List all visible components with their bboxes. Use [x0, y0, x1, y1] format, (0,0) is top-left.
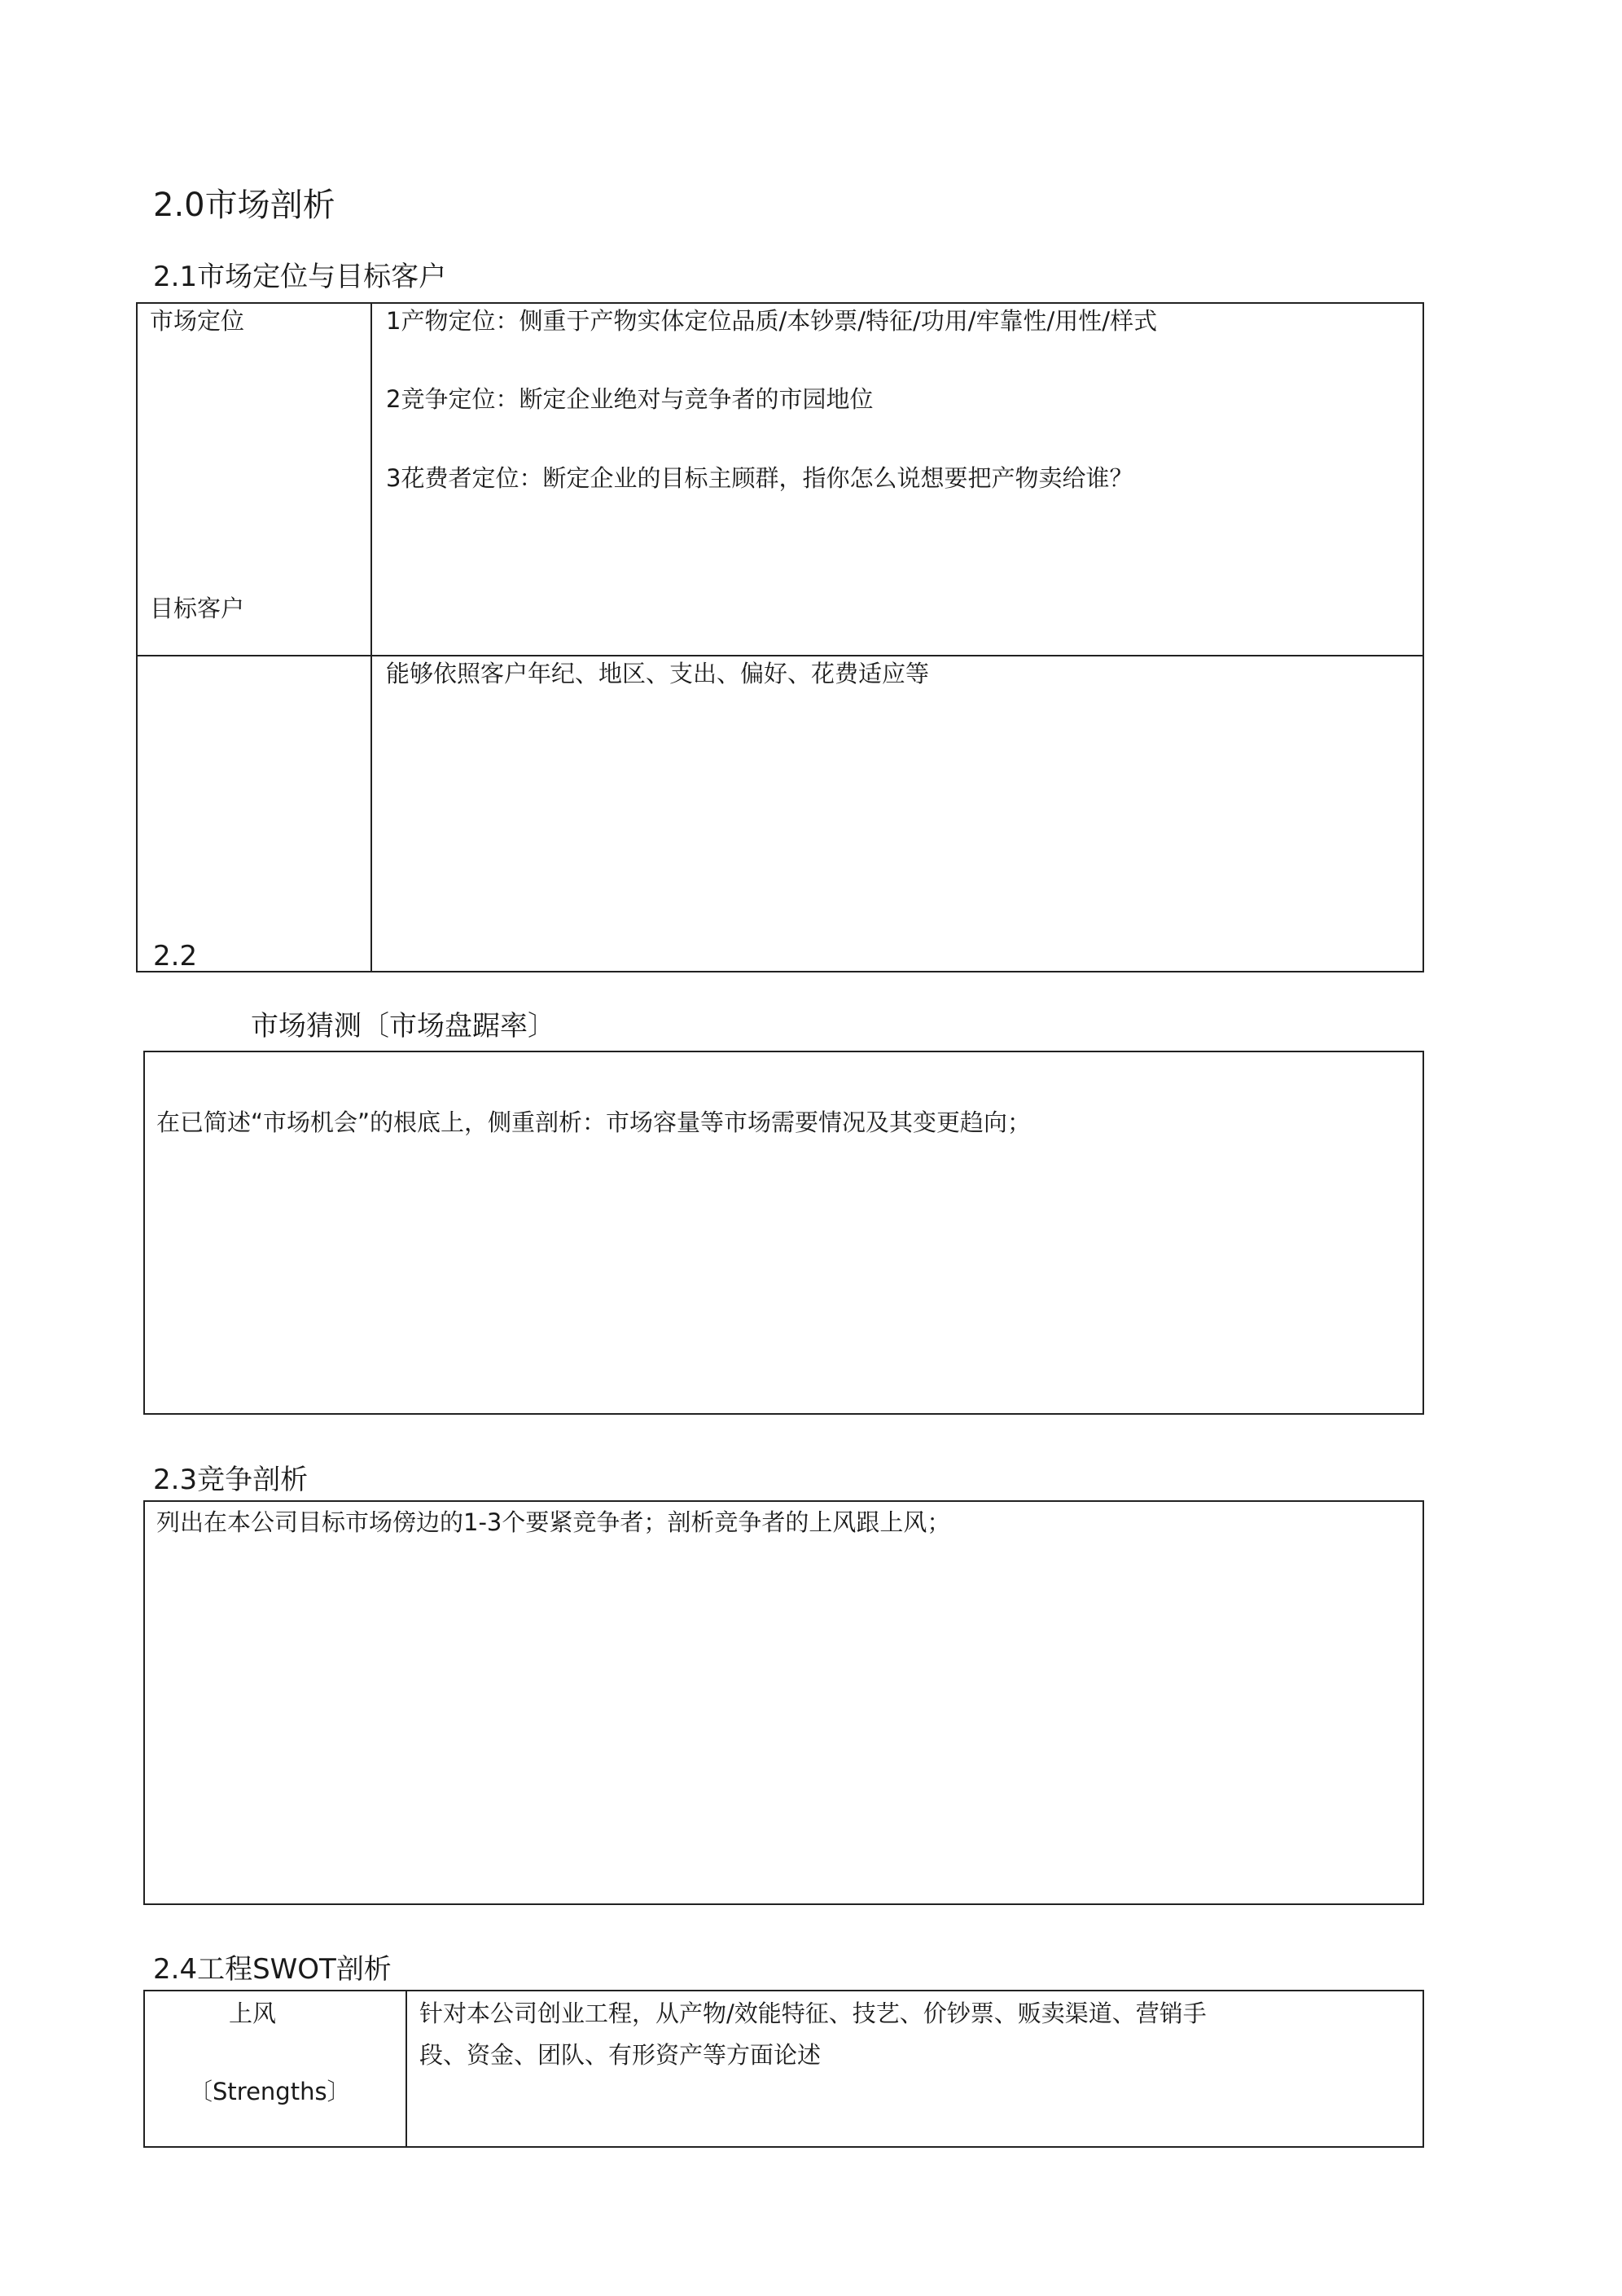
swot-column-divider: [406, 1990, 407, 2148]
competitive-positioning-text: 2竞争定位：断定企业绝对与竞争者的市园地位: [386, 385, 874, 413]
label-market-positioning: 市场定位: [150, 307, 245, 335]
market-forecast-text: 在已简述“市场机会”的根底上，侧重剖析：市场容量等市场需要情况及其变更趋向；: [156, 1108, 1032, 1136]
label-target-customer: 目标客户: [150, 595, 245, 622]
competition-text: 列出在本公司目标市场傍边的1-3个要紧竞争者；剖析竞争者的上风跟上风；: [156, 1508, 951, 1536]
target-customer-text: 能够依照客户年纪、地区、支出、偏好、花费适应等: [386, 660, 930, 687]
table-column-divider: [370, 302, 372, 972]
competition-box: [143, 1500, 1424, 1905]
strengths-text-line1: 针对本公司创业工程，从产物/效能特征、技艺、价钞票、贩卖渠道、营销手: [419, 2000, 1207, 2027]
strengths-label-en: 〔Strengths〕: [189, 2078, 351, 2105]
section-2-4-title: 2.4工程SWOT剖析: [153, 1953, 392, 1986]
section-2-1-title: 2.1市场定位与目标客户: [153, 261, 447, 293]
strengths-text-line2: 段、资金、团队、有形资产等方面论述: [419, 2041, 822, 2069]
section-2-3-title: 2.3竞争剖析: [153, 1464, 309, 1496]
section-2-2-title: 市场猜测〔市场盘踞率〕: [251, 1010, 555, 1043]
product-positioning-text: 1产物定位：侧重于产物实体定位品质/本钞票/特征/功用/牢靠性/用性/样式: [386, 307, 1158, 335]
strengths-label: 上风: [229, 2000, 277, 2027]
section-2-2-number: 2.2: [153, 940, 198, 972]
section-2-0-title: 2.0市场剖析: [153, 187, 335, 224]
consumer-positioning-text: 3花费者定位：断定企业的目标主顾群，指你怎么说想要把产物卖给谁？: [386, 464, 1133, 492]
